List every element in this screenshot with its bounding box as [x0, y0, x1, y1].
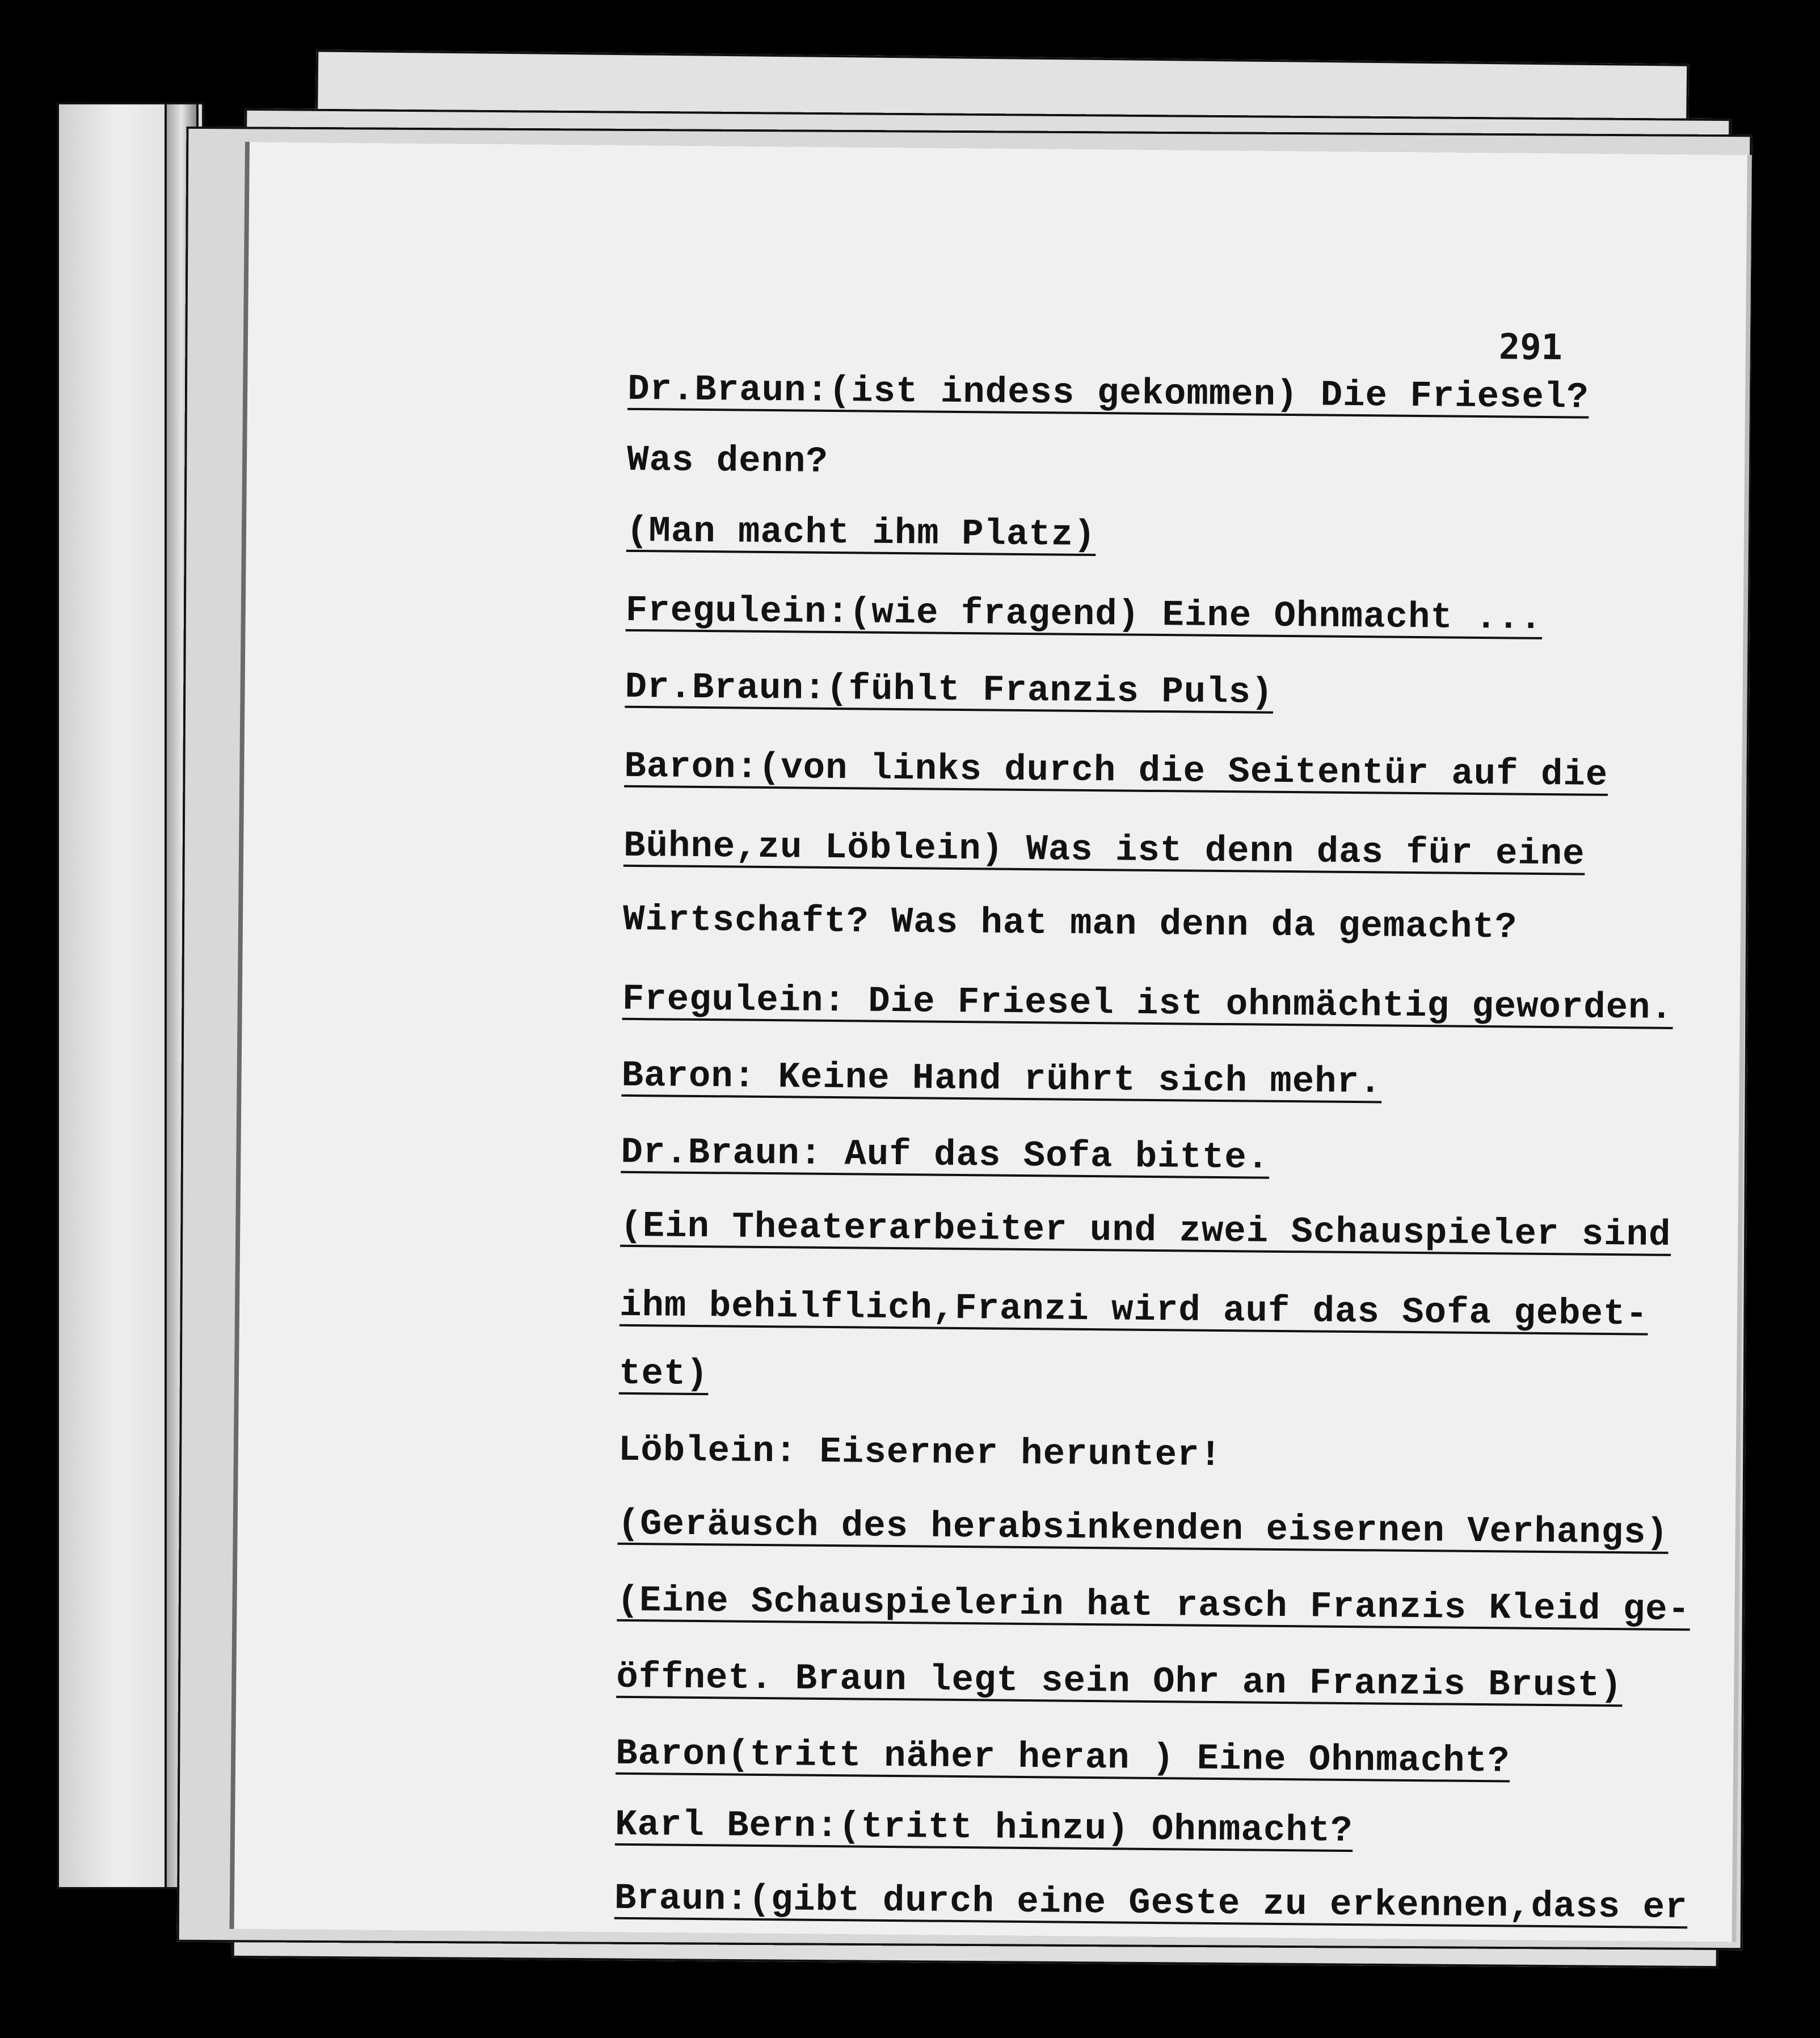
line-9: Fregulein: Die Friesel ist ohnmächtig geworden. [622, 979, 1674, 1029]
line-20: Karl Bern:(tritt hinzu) Ohnmacht? [614, 1804, 1353, 1852]
line-19: Baron(tritt näher heran ) Eine Ohnmacht? [615, 1733, 1510, 1783]
line-14: tet) [618, 1353, 709, 1396]
line-15: Löblein: Eiserner herunter! [618, 1430, 1223, 1477]
line-13: ihm behilflich,Franzi wird auf das Sofa gebet- [619, 1285, 1649, 1336]
line-1: Dr.Braun:(ist indess gekommen) Die Friesel? [627, 369, 1589, 419]
line-3: (Man macht ihm Platz) [626, 511, 1096, 557]
line-11: Dr.Braun: Auf das Sofa bitte. [621, 1132, 1270, 1179]
line-4: Fregulein:(wie fragend) Eine Ohnmacht ... [625, 590, 1543, 639]
page-number: 291 [1498, 326, 1563, 368]
line-2: Was denn? [626, 440, 829, 483]
line-10: Baron: Keine Hand rührt sich mehr. [621, 1055, 1382, 1104]
line-17: (Eine Schauspielerin hat rasch Franzis Kleid ge- [617, 1580, 1691, 1631]
line-6: Baron:(von links durch die Seitentür auf die [624, 746, 1608, 796]
line-16: (Geräusch des herabsinkenden eisernen Verhangs) [617, 1504, 1669, 1554]
line-18: öffnet. Braun legt sein Ohr an Franzis Brust) [616, 1657, 1623, 1707]
bleed-through-text [564, 428, 584, 464]
typewritten-page [234, 142, 1747, 1942]
line-7: Bühne,zu Löblein) Was ist denn das für eine [623, 826, 1585, 875]
line-5: Dr.Braun:(fühlt Franzis Puls) [625, 667, 1274, 714]
line-8: Wirtschaft? Was hat man denn da gemacht? [622, 899, 1518, 949]
line-21: Braun:(gibt durch eine Geste zu erkennen,dass er [614, 1878, 1688, 1929]
line-12: (Ein Theaterarbeiter und zwei Schauspieler sind [620, 1206, 1671, 1256]
